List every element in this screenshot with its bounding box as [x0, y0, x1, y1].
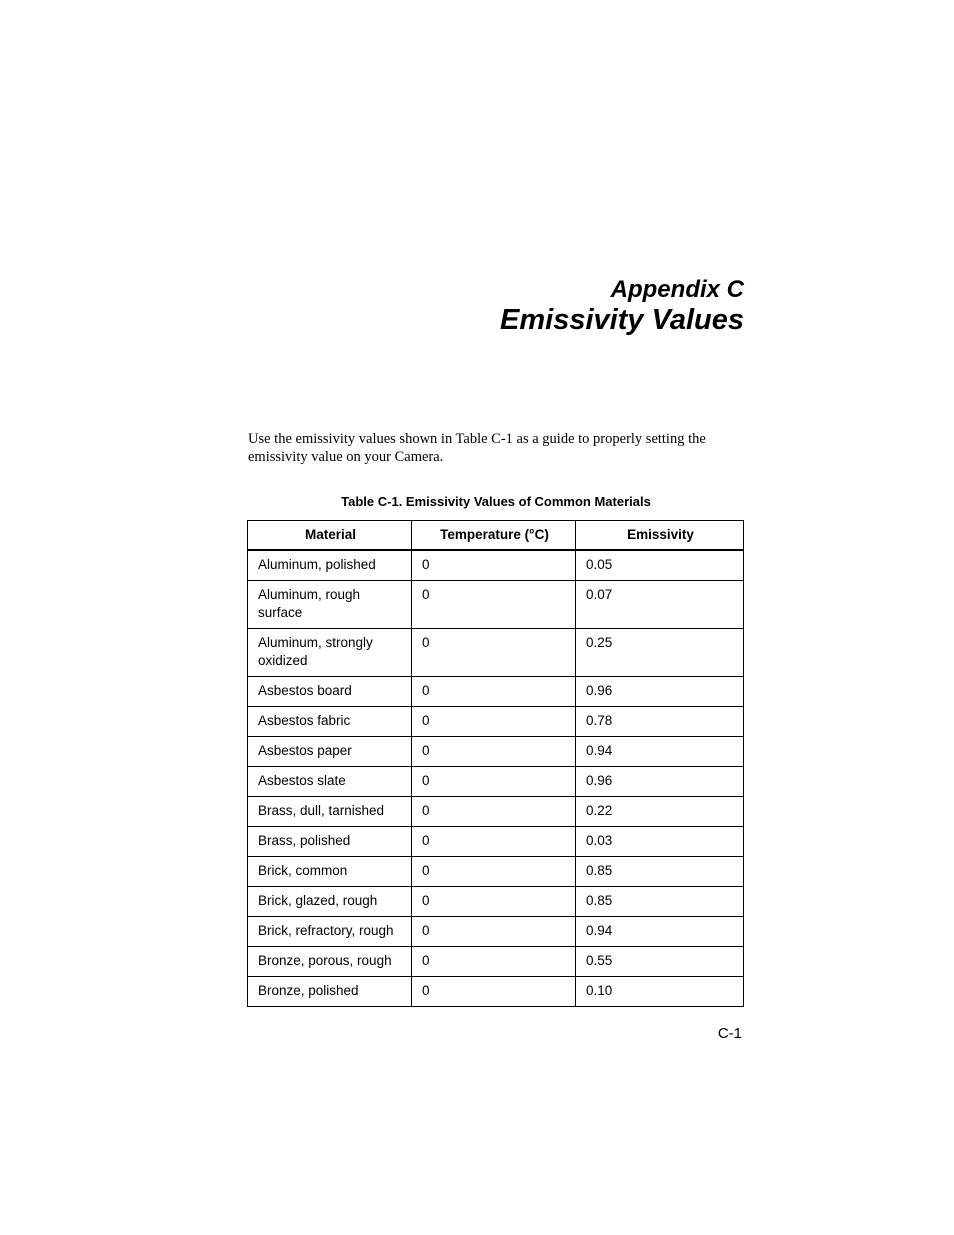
table-row [248, 947, 744, 977]
emissivity-cell: 0.96 [576, 677, 744, 707]
emissivity-cell: 0.94 [576, 917, 744, 947]
table-row [248, 707, 744, 737]
table-row [248, 857, 744, 887]
material-cell: Bronze, porous, rough [248, 947, 412, 977]
table-row [248, 977, 744, 1007]
material-cell: Brick, common [248, 857, 412, 887]
temperature-cell: 0 [412, 827, 576, 857]
material-cell: Aluminum, strongly oxidized [248, 629, 412, 677]
temperature-cell: 0 [412, 550, 576, 581]
table-caption: Table C-1. Emissivity Values of Common Materials [341, 494, 651, 509]
emissivity-table [247, 520, 744, 1007]
temperature-cell: 0 [412, 677, 576, 707]
temperature-cell: 0 [412, 707, 576, 737]
table-header-row [248, 521, 744, 551]
temperature-cell: 0 [412, 767, 576, 797]
material-cell: Aluminum, rough surface [248, 581, 412, 629]
page-number: C-1 [717, 1025, 742, 1042]
material-cell: Brick, glazed, rough [248, 887, 412, 917]
material-cell: Asbestos board [248, 677, 412, 707]
emissivity-cell: 0.85 [576, 857, 744, 887]
temperature-cell: 0 [412, 629, 576, 677]
table-row [248, 737, 744, 767]
header-emissivity: Emissivity [576, 521, 744, 551]
table-row [248, 581, 744, 629]
header-material: Material [248, 521, 412, 551]
temperature-cell: 0 [412, 917, 576, 947]
appendix-label: Appendix C [610, 276, 744, 303]
material-cell: Bronze, polished [248, 977, 412, 1007]
emissivity-cell: 0.25 [576, 629, 744, 677]
emissivity-cell: 0.22 [576, 797, 744, 827]
emissivity-cell: 0.55 [576, 947, 744, 977]
appendix-title: Emissivity Values [500, 303, 744, 336]
emissivity-cell: 0.03 [576, 827, 744, 857]
temperature-cell: 0 [412, 797, 576, 827]
table-row [248, 917, 744, 947]
temperature-cell: 0 [412, 581, 576, 629]
page-heading [500, 276, 744, 337]
table-row [248, 677, 744, 707]
material-cell: Asbestos paper [248, 737, 412, 767]
material-cell: Brass, dull, tarnished [248, 797, 412, 827]
emissivity-cell: 0.85 [576, 887, 744, 917]
table-row [248, 629, 744, 677]
temperature-cell: 0 [412, 737, 576, 767]
table-row [248, 767, 744, 797]
table-row [248, 887, 744, 917]
emissivity-cell: 0.05 [576, 550, 744, 581]
temperature-cell: 0 [412, 977, 576, 1007]
emissivity-cell: 0.96 [576, 767, 744, 797]
material-cell: Asbestos slate [248, 767, 412, 797]
emissivity-cell: 0.78 [576, 707, 744, 737]
header-temperature: Temperature (°C) [412, 521, 576, 551]
table-row [248, 550, 744, 581]
emissivity-cell: 0.94 [576, 737, 744, 767]
table-row [248, 797, 744, 827]
table-row [248, 827, 744, 857]
emissivity-cell: 0.10 [576, 977, 744, 1007]
temperature-cell: 0 [412, 947, 576, 977]
temperature-cell: 0 [412, 857, 576, 887]
material-cell: Brass, polished [248, 827, 412, 857]
material-cell: Brick, refractory, rough [248, 917, 412, 947]
temperature-cell: 0 [412, 887, 576, 917]
intro-paragraph: Use the emissivity values shown in Table C-1 as a guide to properly setting the emissivity value on your Camera. [248, 431, 706, 465]
material-cell: Aluminum, polished [248, 550, 412, 581]
material-cell: Asbestos fabric [248, 707, 412, 737]
emissivity-cell: 0.07 [576, 581, 744, 629]
